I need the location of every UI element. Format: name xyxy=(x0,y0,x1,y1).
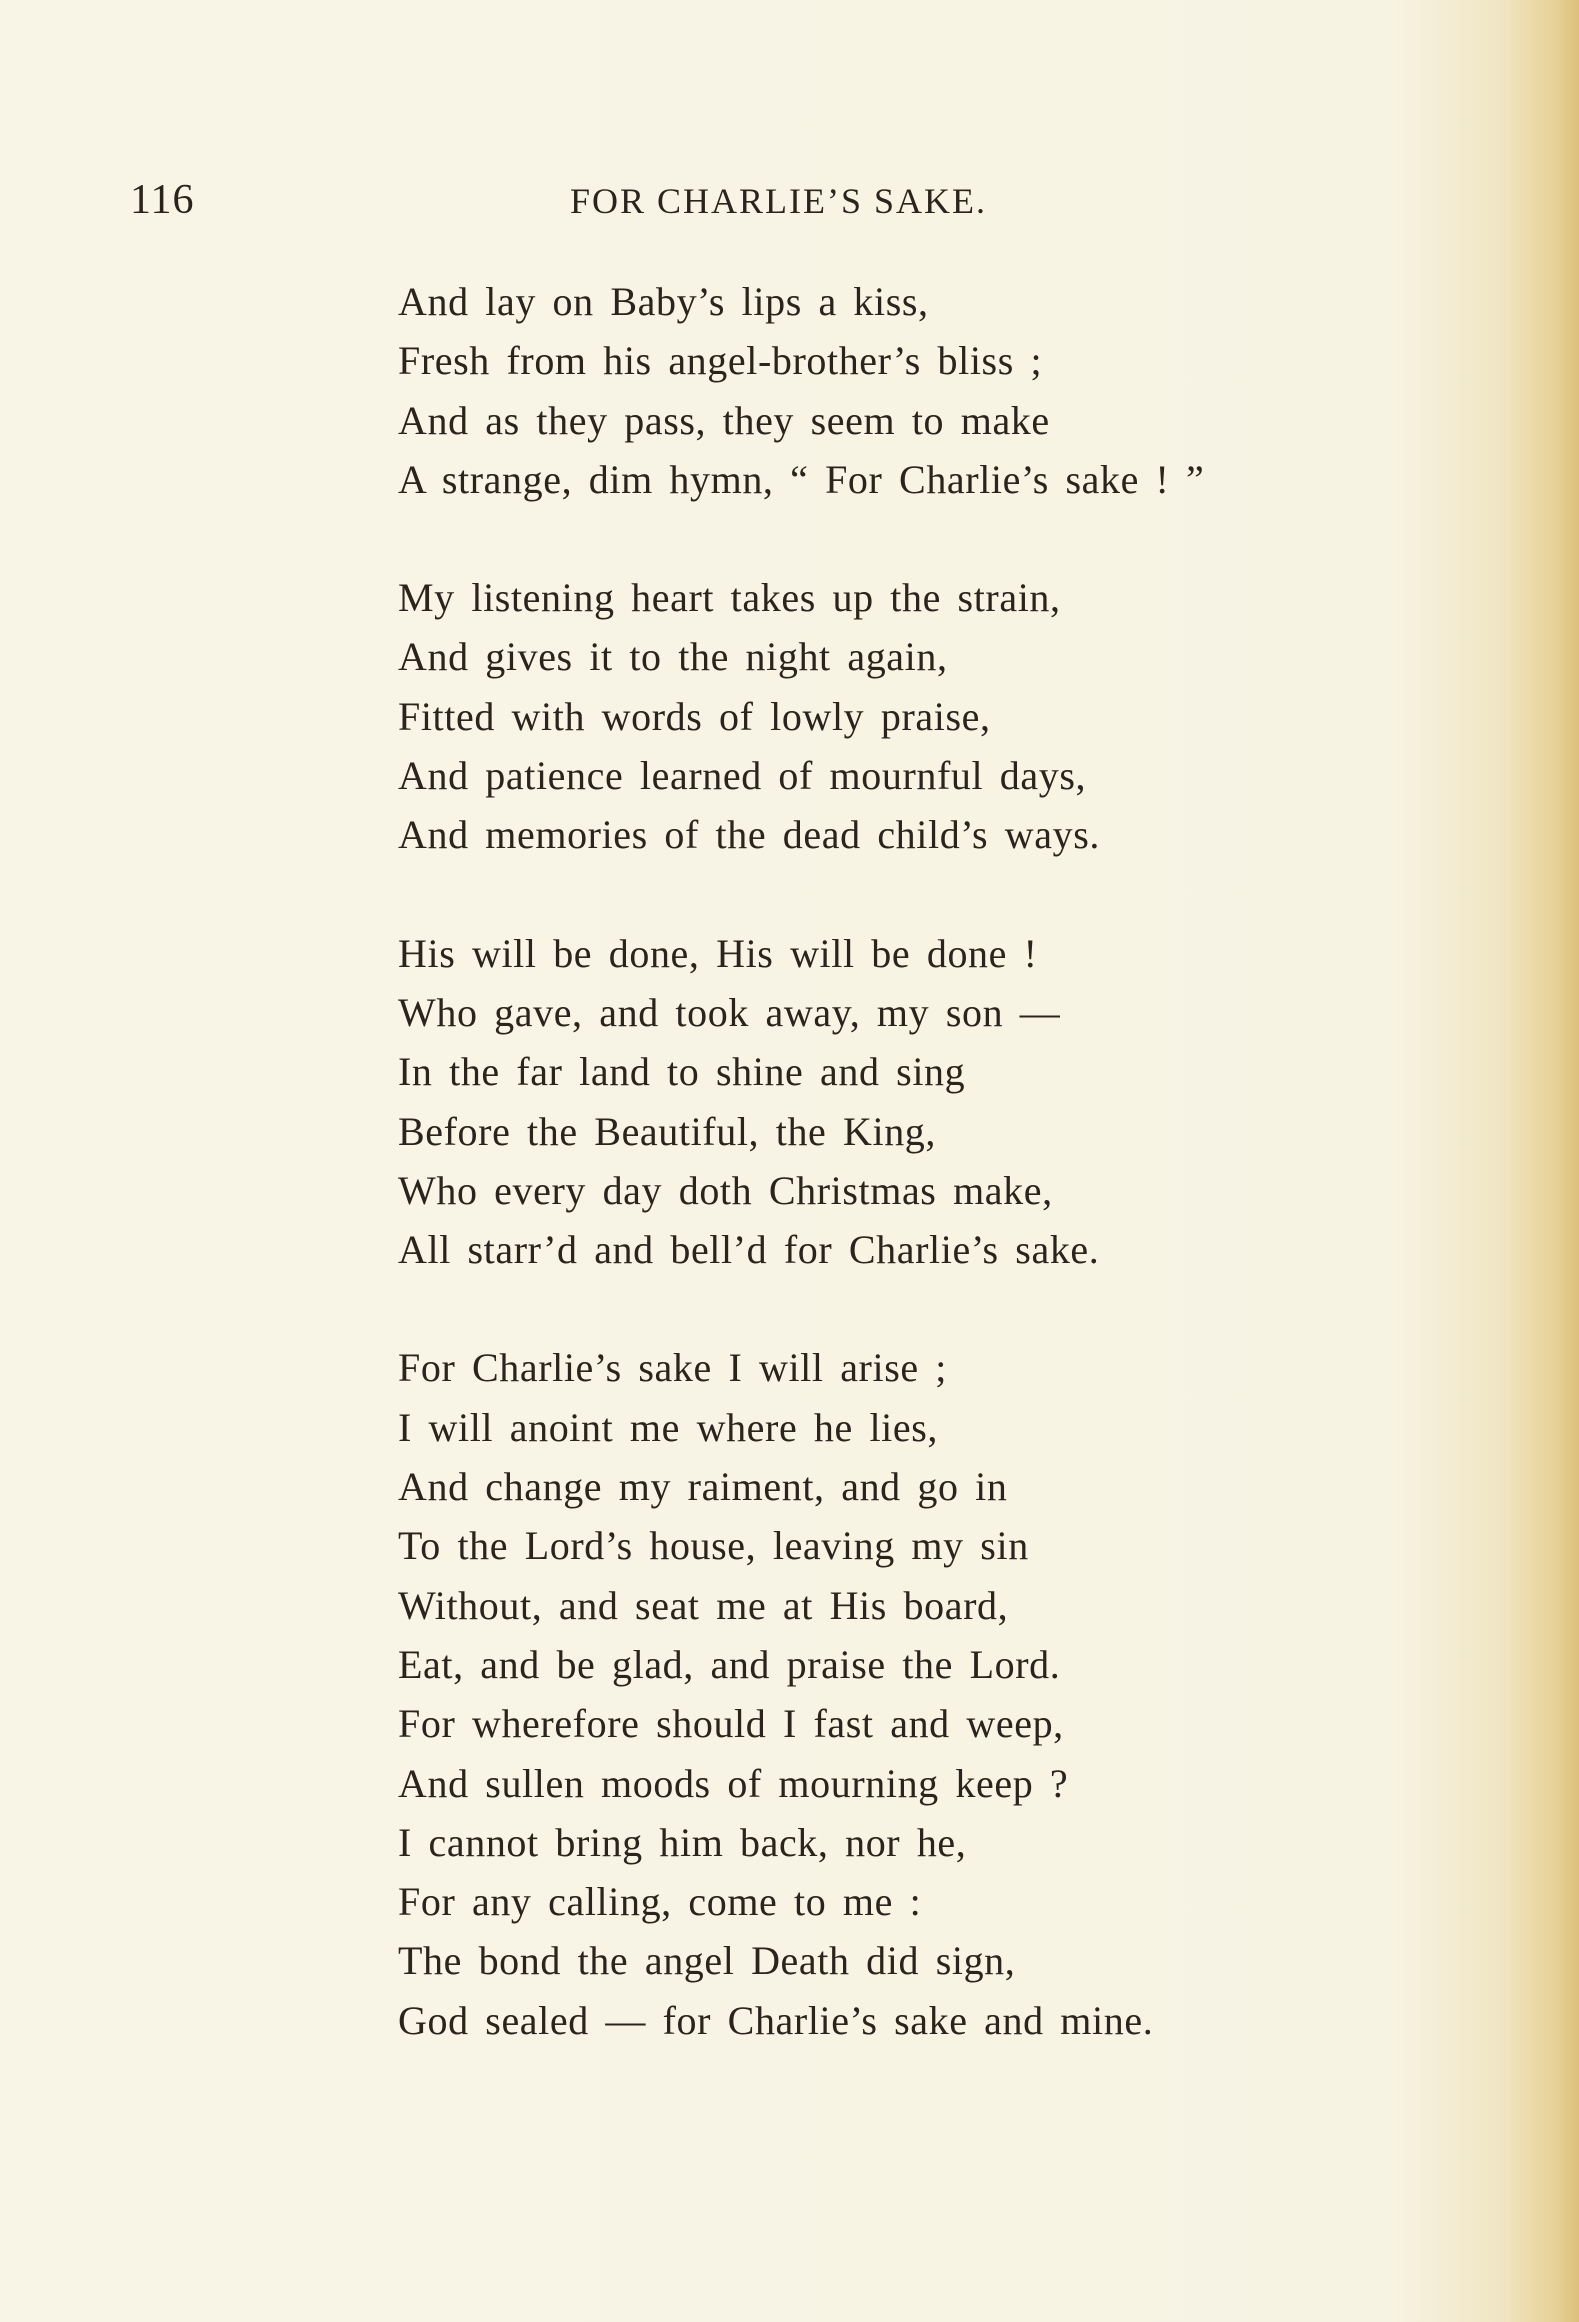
poem-line: The bond the angel Death did sign, xyxy=(398,1938,1016,1984)
poem-line: Before the Beautiful, the King, xyxy=(398,1108,937,1154)
poem-line: Without, and seat me at His board, xyxy=(398,1582,1009,1628)
poem-line: Fresh from his angel-brother’s bliss ; xyxy=(398,338,1043,384)
poem-line: And patience learned of mournful days, xyxy=(398,753,1087,799)
poem-line: God sealed — for Charlie’s sake and mine. xyxy=(398,1997,1154,2043)
poem-line: Who gave, and took away, my son — xyxy=(398,989,1061,1035)
poem-line: I cannot bring him back, nor he, xyxy=(398,1819,967,1865)
poem-line: For wherefore should I fast and weep, xyxy=(398,1701,1064,1747)
poem-line: And change my raiment, and go in xyxy=(398,1464,1008,1510)
poem-line: And gives it to the night again, xyxy=(398,634,948,680)
poem-line: All starr’d and bell’d for Charlie’s sake. xyxy=(398,1227,1100,1273)
running-title: FOR CHARLIE’S SAKE. xyxy=(570,181,988,221)
poem-line: For any calling, come to me : xyxy=(398,1879,922,1925)
poem-line: I will anoint me where he lies, xyxy=(398,1404,939,1450)
stanza-2 xyxy=(398,568,1398,864)
poem-body xyxy=(398,272,1398,2109)
poem-line: His will be done, His will be done ! xyxy=(398,930,1038,976)
stanza-1 xyxy=(398,272,1398,509)
page-header xyxy=(0,170,1579,230)
poem-line: My listening heart takes up the strain, xyxy=(398,575,1061,621)
poem-line: And memories of the dead child’s ways. xyxy=(398,812,1100,858)
poem-line: Fitted with words of lowly praise, xyxy=(398,693,991,739)
poem-line: To the Lord’s house, leaving my sin xyxy=(398,1523,1029,1569)
poem-line: And lay on Baby’s lips a kiss, xyxy=(398,279,929,324)
stanza-3 xyxy=(398,924,1398,1280)
poem-line: And sullen moods of mourning keep ? xyxy=(398,1760,1069,1806)
poem-line: Eat, and be glad, and praise the Lord. xyxy=(398,1641,1061,1687)
poem-line: In the far land to shine and sing xyxy=(398,1049,966,1095)
poem-line: And as they pass, they seem to make xyxy=(398,397,1050,443)
page-number: 116 xyxy=(130,177,195,223)
poem-line: Who every day doth Christmas make, xyxy=(398,1167,1053,1213)
stanza-4 xyxy=(398,1338,1398,2050)
poem-line: A strange, dim hymn, “ For Charlie’s sake ! ” xyxy=(398,456,1205,502)
poem-line: For Charlie’s sake I will arise ; xyxy=(398,1345,948,1391)
